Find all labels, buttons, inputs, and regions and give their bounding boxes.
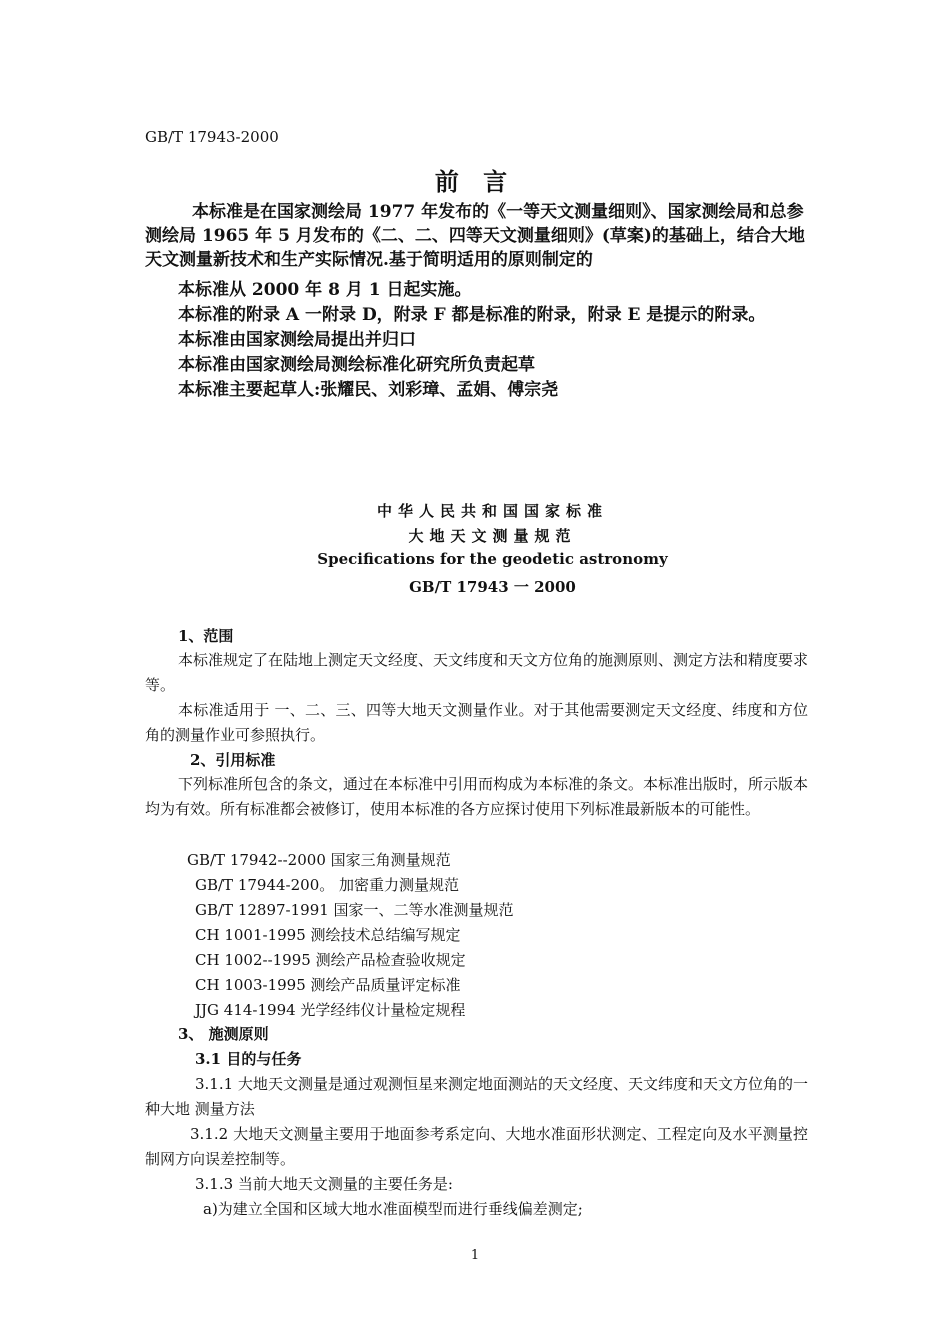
reference-item: CH 1002--1995 测绘产品检查验收规定 — [195, 951, 466, 969]
reference-item: GB/T 17944-200。 加密重力测量规范 — [195, 876, 460, 894]
preface-line: 本标准从 2000 年 8 月 1 日起实施。 — [178, 280, 472, 300]
section-2-heading: 2、引用标准 — [190, 751, 276, 769]
preface-paragraph: 本标准是在国家测绘局 1977 年发布的《一等天文测量细则》、国家测绘局和总参测绘局 1965 年 5 月发布的《二、二、四等天文测量细则》(草案)的基础上，结合大地天文测量新技术和生产实际情况.基于简明适用的原则制定的 — [145, 202, 805, 270]
clause-3-1-3-a: a)为建立全国和区域大地水准面模型而进行垂线偏差测定; — [203, 1200, 583, 1218]
standard-title-en: Specifications for the geodetic astronomy — [317, 550, 668, 568]
preface-line: 本标准由国家测绘局提出并归口 — [178, 330, 416, 350]
page-number: 1 — [470, 1248, 480, 1263]
clause-3-1-3: 3.1.3 当前大地天文测量的主要任务是: — [195, 1175, 453, 1193]
reference-item: CH 1003-1995 测绘产品质量评定标准 — [195, 976, 461, 994]
reference-item: JJG 414-1994 光学经纬仪计量检定规程 — [195, 1001, 466, 1019]
reference-item: GB/T 12897-1991 国家一、二等水准测量规范 — [195, 901, 514, 919]
reference-item: GB/T 17942--2000 国家三角测量规范 — [187, 851, 451, 869]
section-1-paragraph: 本标准规定了在陆地上测定天文经度、天文纬度和天文方位角的施测原则、测定方法和精度要求等。 — [145, 651, 809, 694]
standard-title-cn: 大地天文测量规范 — [408, 527, 577, 545]
clause-3-1-1: 3.1.1 大地天文测量是通过观测恒星来测定地面测站的天文经度、天文纬度和天文方位角的一种大地 测量方法 — [145, 1075, 808, 1118]
reference-item: CH 1001-1995 测绘技术总结编写规定 — [195, 926, 461, 944]
preface-line: 本标准的附录 A 一附录 D，附录 F 都是标准的附录，附录 E 是提示的附录。 — [178, 305, 766, 325]
standard-code: GB/T 17943 一 2000 — [409, 578, 576, 596]
section-3-heading: 3、 施测原则 — [178, 1025, 269, 1043]
national-standard-label: 中华人民共和国国家标准 — [376, 502, 608, 520]
section-2-paragraph: 下列标准所包含的条文，通过在本标准中引用而构成为本标准的条文。本标准出版时，所示版本均为有效。所有标准都会被修订，使用本标准的各方应探讨使用下列标准最新版本的可能性。 — [145, 775, 809, 818]
clause-3-1-2: 3.1.2 大地天文测量主要用于地面参考系定向、大地水准面形状测定、工程定向及水平测量控制网方向误差控制等。 — [145, 1125, 808, 1168]
header-standard-code: GB/T 17943-2000 — [145, 128, 279, 146]
section-3-1-heading: 3.1 目的与任务 — [195, 1050, 302, 1068]
section-1-heading: 1、范围 — [178, 627, 234, 645]
preface-line: 本标准由国家测绘局测绘标准化研究所负责起草 — [178, 355, 535, 375]
section-1-paragraph: 本标准适用于 一、二、三、四等大地天文测量作业。对于其他需要测定天文经度、纬度和方位角的测量作业可参照执行。 — [145, 701, 808, 744]
preface-title: 前 言 — [434, 167, 516, 196]
preface-line: 本标准主要起草人:张耀民、刘彩璋、孟娟、傅宗尧 — [178, 380, 559, 400]
